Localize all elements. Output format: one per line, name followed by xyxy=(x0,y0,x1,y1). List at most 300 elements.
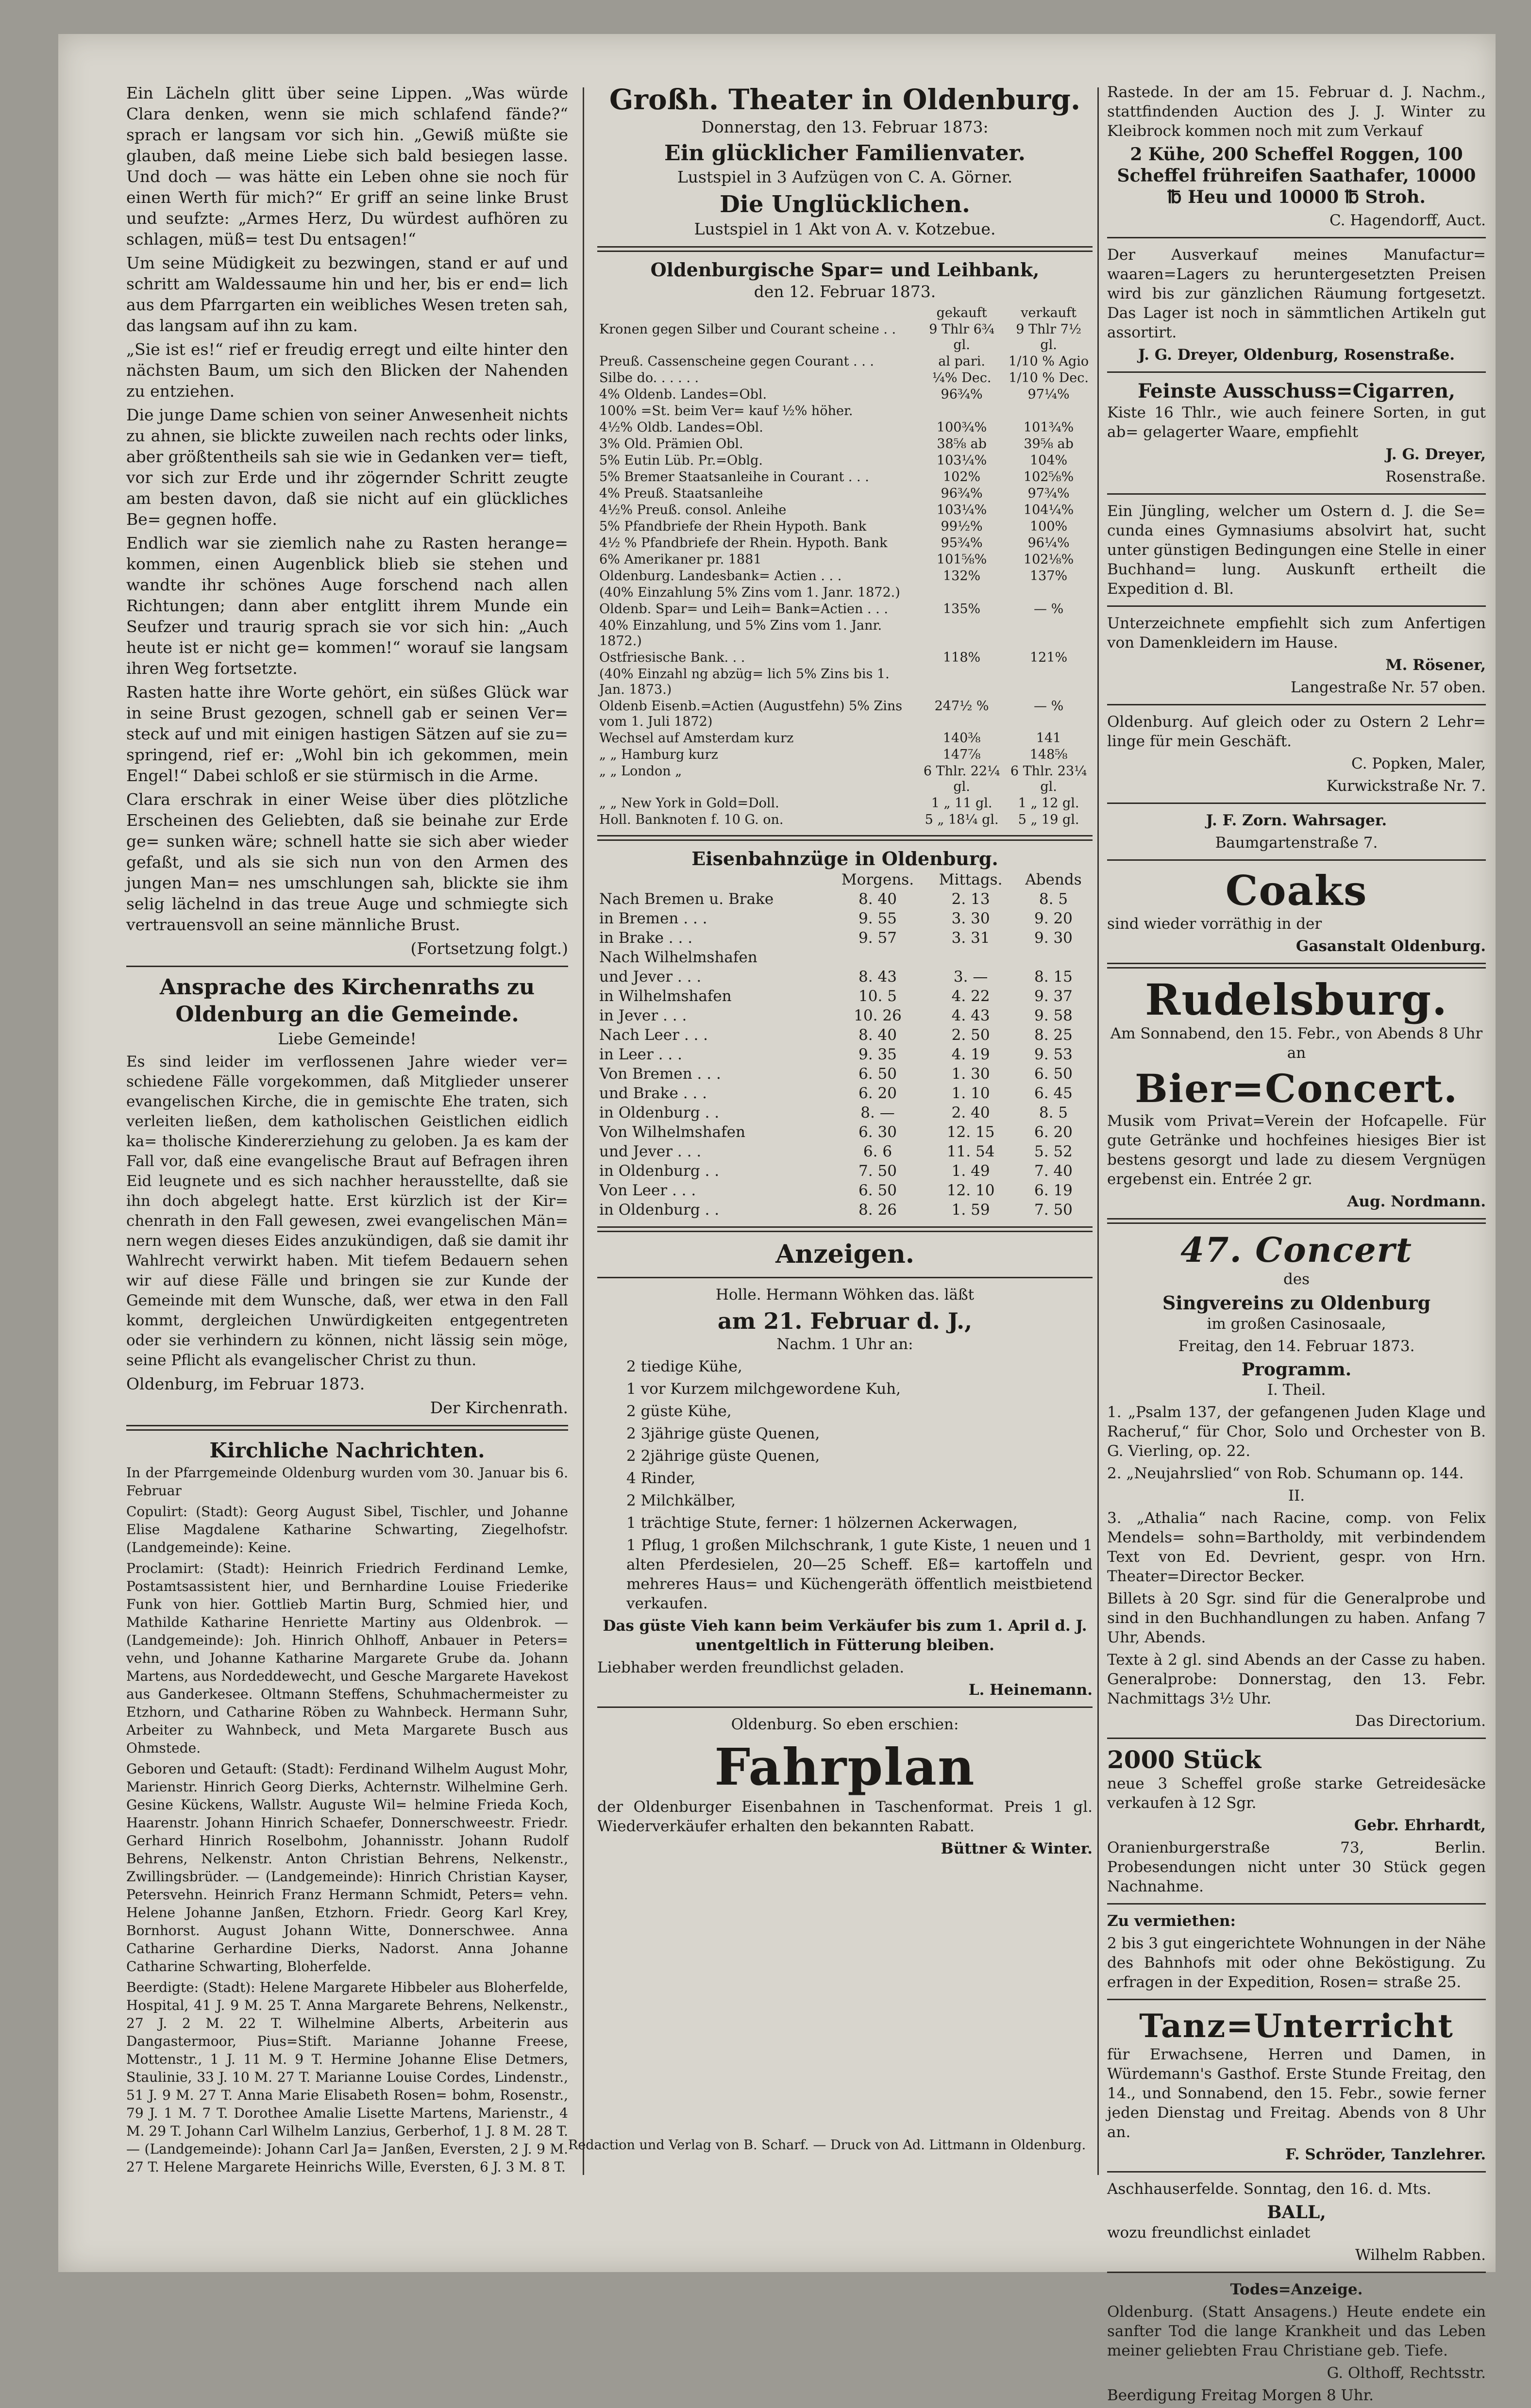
tanz-ad xyxy=(1107,2007,1486,2164)
rail-time: 7. 50 xyxy=(1034,1201,1073,1219)
rail-station: in Brake . . . xyxy=(599,929,693,947)
rail-time: 3. 31 xyxy=(951,929,990,947)
bank-cell-value: al pari. xyxy=(938,354,986,369)
bank-cell-label: 4½% Oldb. Landes=Obl. xyxy=(599,420,763,435)
bank-row xyxy=(597,698,1093,730)
bank-cell-label: 5% Pfandbriefe der Rhein Hypoth. Bank xyxy=(599,519,867,534)
bank-row xyxy=(597,650,1093,666)
concert-title: 47. Concert xyxy=(1180,1230,1413,1270)
bank-cell-value: 135% xyxy=(943,602,981,617)
rail-time: 1. 59 xyxy=(951,1201,990,1219)
rail-time: 8. 40 xyxy=(858,890,897,908)
rail-station: und Brake . . . xyxy=(599,1085,707,1102)
tanz-text: für Erwachsene, Herren und Damen, in Würdemann's Gasthof. Erste Stunde Freitag, den 14., und Sonnabend, den 15. Febr., sowie ferner jeden Dienstag und Freitag. Abends von 8 Uhr an. xyxy=(1107,2046,1486,2141)
theatre-play-2: Die Unglücklichen. xyxy=(720,191,970,218)
theatre-title: Großh. Theater in Oldenburg. xyxy=(609,83,1081,116)
rail-time: 10. 26 xyxy=(854,1007,902,1024)
bank-cell-value: 39⅝ ab xyxy=(1024,436,1074,452)
auction-ad xyxy=(597,1285,1093,1700)
fahrplan-ad xyxy=(597,1715,1093,1858)
church-entry: Proclamirt: (Stadt): Heinrich Friedrich Ferdinand Lemke, Postamtsassistent hier, und Bernhardine Louise Friederike Funk von hier. Gottlieb Martin Burg, Schmied hier, und Mathilde Katharine Henriette Martiny aus Oldenbrok. — (Landgemeinde): Joh. Hinrich Ohlhoff, Anbauer in Peters= vehn, und Johanne Katharine Margarete Grube da. Johann Martens, aus Nordeddewecht, und Gesche Margarete Havekost aus Ganderkesee. Oltmann Steffens, Schuhmachermeister zu Etzhorn, und Catharine Röben zu Wahnbeck. Hermann Suhr, Arbeiter zu Wahnbeck, und Meta Margarete Busch aus Ohmstede. xyxy=(126,1560,568,1756)
rail-time: 3. — xyxy=(953,968,988,986)
rail-time: 4. 19 xyxy=(951,1046,990,1063)
bank-row xyxy=(597,585,1093,601)
divider xyxy=(1107,963,1486,969)
cigarren-ad xyxy=(1107,380,1486,486)
rail-time xyxy=(1014,948,1093,967)
column-2 xyxy=(597,83,1093,1861)
rail-station: Nach Wilhelmshafen xyxy=(599,949,757,966)
cigarren-text: Kiste 16 Thlr., wie auch feinere Sorten, in gut ab= gelagerter Waare, empfiehlt xyxy=(1107,404,1486,441)
rail-station: in Oldenburg . . xyxy=(599,1201,720,1219)
bank-cell-value: 101⅝% xyxy=(936,552,987,567)
bank-cell-value: 102⅛% xyxy=(1023,552,1074,567)
bank-cell-label: (40% Einzahlung 5% Zins vom 1. Janr. 1872.) xyxy=(599,585,900,600)
auction-note: Liebhaber werden freundlichst geladen. xyxy=(597,1659,905,1676)
rail-station: Nach Bremen u. Brake xyxy=(599,890,774,908)
rail-time: 6. 20 xyxy=(1034,1123,1073,1141)
bank-cell-label: 100% =St. beim Ver= kauf ½% höher. xyxy=(599,403,853,418)
bank-row xyxy=(597,386,1093,403)
bank-cell-value: — % xyxy=(1033,699,1064,714)
rail-station: in Leer . . . xyxy=(599,1046,682,1063)
bank-cell-value: 100% xyxy=(1030,519,1068,534)
bank-cell-value: 1/10 % Agio xyxy=(1009,354,1089,369)
rastede-bold: 2 Kühe, 200 Scheffel Roggen, 100 Scheffel frühreifen Saathafer, 10000 ℔ Heu und 10000 ℔ Stroh. xyxy=(1117,144,1476,207)
rail-title: Eisenbahnzüge in Oldenburg. xyxy=(691,848,998,870)
bank-row xyxy=(597,518,1093,535)
column-3 xyxy=(1107,83,1486,2408)
concert-date: Freitag, den 14. Februar 1873. xyxy=(1178,1338,1415,1355)
fahrplan-intro: Oldenburg. So eben erschien: xyxy=(731,1716,959,1733)
church-entry: Copulirt: (Stadt): Georg August Sibel, Tischler, und Johanne Elise Magdalene Katharine Schwarting, Ziegelhofstr. (Landgemeinde): Keine. xyxy=(126,1504,568,1555)
story-paragraph: Rasten hatte ihre Worte gehört, ein süßes Glück war in seine Brust gezogen, schnell gab er seinen Ver= steck auf und mit einigen hastigen Sätzen auf sie zu= springend, rief er: „Wohl bin ich gekommen, mein Engel!“ Dabei schloß er sie stürmisch in die Arme. xyxy=(126,683,568,785)
todes-sign: G. Olthoff, Rechtsstr. xyxy=(1327,2364,1486,2382)
rail-time: 5. 52 xyxy=(1034,1143,1073,1160)
concert-textbook: Texte à 2 gl. sind Abends an der Casse zu haben. Generalprobe: Donnerstag, den 13. Febr. Nachmittags 3½ Uhr. xyxy=(1107,1651,1486,1707)
concert-ad xyxy=(1107,1231,1486,1731)
bank-cell-label: Oldenburg. Landesbank= Actien . . . xyxy=(599,569,842,584)
rail-row xyxy=(597,909,1093,928)
juengling-text: Ein Jüngling, welcher um Ostern d. J. die Se= cunda eines Gymnasiums absolvirt hat, sucht unter günstigen Bedingungen eine Stelle in einer Buchhand= lung. Auskunft ertheilt die Expedition d. Bl. xyxy=(1107,502,1486,598)
bier-text: Musik vom Privat=Verein der Hofcapelle. Für gute Getränke und hochfeines hiesiges Bier ist bestens gesorgt und lade zu diesem Vergnügen ergebenst ein. Entrée 2 gr. xyxy=(1107,1112,1486,1188)
rail-timetable xyxy=(597,870,1093,1220)
rudelsburg-date: Am Sonnabend, den 15. Febr., von Abends 8 Uhr an xyxy=(1110,1025,1483,1062)
bank-cell-value: 103¼% xyxy=(936,502,987,518)
popken-addr: Kurwickstraße Nr. 7. xyxy=(1326,777,1486,795)
bank-cell-value: 137% xyxy=(1030,569,1068,584)
concert-item: 3. „Athalia“ nach Racine, comp. von Felix Mendels= sohn=Bartholdy, mit verbindendem Text von Ed. Devrient, gespr. von Hrn. Theater=Director Becker. xyxy=(1107,1509,1486,1585)
divider xyxy=(597,1277,1093,1278)
rail-time: 9. 37 xyxy=(1034,987,1073,1005)
bank-cell-value: 9 Thlr 7½ gl. xyxy=(1016,322,1081,352)
auction-time: Nachm. 1 Uhr an: xyxy=(776,1336,913,1353)
divider xyxy=(1107,704,1486,705)
bier-title: Bier=Concert. xyxy=(1135,1066,1458,1111)
rail-time: 6. 6 xyxy=(863,1143,892,1160)
ball-sign: Wilhelm Rabben. xyxy=(1355,2246,1486,2264)
bank-cell-value: 100¾% xyxy=(936,420,987,435)
ausverkauf-ad xyxy=(1107,245,1486,365)
bank-cell-value: 38⅝ ab xyxy=(937,436,987,452)
divider xyxy=(1107,371,1486,373)
church-title: Kirchliche Nachrichten. xyxy=(209,1438,485,1462)
bank-cell-value: — % xyxy=(1033,602,1064,617)
auction-bold: Das güste Vieh kann beim Verkäufer bis zum 1. April d. J. unentgeltlich in Fütterung bleiben. xyxy=(603,1617,1087,1654)
divider xyxy=(126,966,568,967)
rail-time: 9. 53 xyxy=(1034,1046,1073,1063)
bank-cell-value: 247½ % xyxy=(934,699,989,714)
bank-row xyxy=(597,485,1093,502)
rail-time: 6. 50 xyxy=(1034,1065,1073,1083)
bank-cell-value: 147⅞ xyxy=(942,747,981,762)
auction-item: 1 trächtige Stute, ferner: 1 hölzernen Ackerwagen, xyxy=(626,1514,1018,1532)
rail-time: 4. 22 xyxy=(951,987,990,1005)
ausverkauf-sign: J. G. Dreyer, Oldenburg, Rosenstraße. xyxy=(1138,346,1455,364)
rail-row xyxy=(597,948,1093,967)
rastede-sign: C. Hagendorff, Auct. xyxy=(1329,212,1486,229)
rail-time: 8. 26 xyxy=(858,1201,897,1219)
rail-row xyxy=(597,1142,1093,1161)
bank-cell-label: Kronen gegen Silber und Courant scheine . . xyxy=(599,322,896,337)
divider xyxy=(1107,1218,1486,1224)
todes-ad xyxy=(1107,2280,1486,2405)
bank-date: den 12. Februar 1873. xyxy=(754,282,936,301)
bank-cell-label: (40% Einzahl ng abzüg= lich 5% Zins bis 1. Jan. 1873.) xyxy=(599,667,890,697)
rail-head-cell: Abends xyxy=(1025,871,1082,888)
rail-row xyxy=(597,1200,1093,1220)
auction-item: 2 3jährige güste Quenen, xyxy=(626,1425,820,1442)
rail-time: 8. — xyxy=(860,1104,895,1121)
fahrplan-text: der Oldenburger Eisenbahnen in Taschenformat. Preis 1 gl. Wiederverkäufer erhalten den bekannten Rabatt. xyxy=(597,1798,1093,1835)
bank-cell-value xyxy=(1005,585,1093,601)
bank-cell-label: 5% Bremer Staatsanleihe in Courant . . . xyxy=(599,469,869,485)
concert-des: des xyxy=(1283,1271,1310,1288)
bank-cell-value: 97¾% xyxy=(1027,486,1070,501)
rail-time: 1. 30 xyxy=(951,1065,990,1083)
bank-cell-label: 4% Oldenb. Landes=Obl. xyxy=(599,387,767,402)
ads-title: Anzeigen. xyxy=(775,1239,914,1269)
concert-sign: Das Directorium. xyxy=(1355,1712,1486,1730)
rail-time: 9. 35 xyxy=(858,1046,897,1063)
bank-row xyxy=(597,730,1093,747)
popken-sign: C. Popken, Maler, xyxy=(1351,755,1486,772)
rail-time: 11. 54 xyxy=(946,1143,995,1160)
rail-time: 6. 30 xyxy=(858,1123,897,1141)
bank-row xyxy=(597,403,1093,419)
rail-station: in Oldenburg . . xyxy=(599,1162,720,1180)
coaks-ad xyxy=(1107,868,1486,956)
bank-cell-value: 9 Thlr 6¾ gl. xyxy=(929,322,994,352)
ausverkauf-text: Der Ausverkauf meines Manufactur= waaren=Lagers zu heruntergesetzten Preisen wird bis zur gänzlichen Räumung fortgesetzt. Das Lager ist noch in sämmtlichen Artikeln gut assortirt. xyxy=(1107,246,1486,341)
bank-cell-label: Preuß. Cassenscheine gegen Courant . . . xyxy=(599,354,874,369)
divider xyxy=(597,1226,1093,1232)
divider xyxy=(1107,2171,1486,2173)
bank-cell-value xyxy=(919,666,1005,698)
bank-cell-label: Holl. Banknoten f. 10 G. on. xyxy=(599,812,784,827)
auction-item: 2 güste Kühe, xyxy=(626,1403,732,1420)
ball-title: BALL, xyxy=(1267,2202,1326,2223)
rail-time: 1. 10 xyxy=(951,1085,990,1102)
rail-station: Von Wilhelmshafen xyxy=(599,1123,745,1141)
story-paragraph: Endlich war sie ziemlich nahe zu Rasten herange= kommen, einen Augenblick blieb sie stehen und wandte ihr schönes Auge forschend nach allen Richtungen; dann aber entglitt ihrem Munde ein Seufzer und traurig sprach sie vor sich hin: „Auch heute ist er nicht ge= kommen!“ worauf sie langsam ihren Weg fortsetzte. xyxy=(126,534,568,678)
todes-burial: Beerdigung Freitag Morgen 8 Uhr. xyxy=(1107,2387,1374,2404)
rail-time: 8. 15 xyxy=(1034,968,1073,986)
concert-item: 1. „Psalm 137, der gefangenen Juden Klage und Racheruf,“ für Chor, Solo und Orchester von B. G. Vierling, op. 22. xyxy=(1107,1404,1486,1460)
address-salutation: Liebe Gemeinde! xyxy=(278,1029,417,1048)
auction-item: 2 Milchkälber, xyxy=(626,1492,736,1509)
bank-cell-value: 95¾% xyxy=(941,535,983,551)
story-paragraph: Die junge Dame schien von seiner Anwesenheit nichts zu ahnen, sie blickte zuweilen nach rechts oder links, aber größtentheils sah sie wie in Gedanken ver= tieft, vor sich zur Erde und ihr zögernder Schritt zeugte am besten davon, daß sie nicht auf ein glückliches Be= gegnen hoffe. xyxy=(126,405,568,529)
roesener-sign: M. Rösener, xyxy=(1385,656,1486,674)
newspaper-page xyxy=(58,34,1496,2404)
address-place: Oldenburg, im Februar 1873. xyxy=(126,1374,365,1393)
bank-cell-value: 102% xyxy=(943,469,981,485)
bank-cell-label: Silbe do. . . . . . xyxy=(599,370,699,385)
bank-cell-label: 4½ % Pfandbriefe der Rhein. Hypoth. Bank xyxy=(599,535,888,551)
auction-date: am 21. Februar d. J., xyxy=(717,1308,973,1334)
address-body: Es sind leider im verflossenen Jahre wieder ver= schiedene Fälle vorgekommen, daß Mitglieder unserer evangelischen Kirche, die in gemischte Ehe traten, sich verleiten ließen, dem katholischen Geistlichen eidlich ka= tholische Kindererziehung zu geloben. Ja es kam der Fall vor, daß eine evangelische Braut auf Befragen ihren Eid leugnete und es sich nachher herausstellte, daß sie ihn doch abgelegt hatte. Erst kürzlich ist der Kir= chenrath in den Fall gewesen, zwei evangelischen Män= nern wegen dieses Eides anzukündigen, daß sie damit ihr Wahlrecht verwirkt haben. Mit tiefem Bedauern sehen wir auf diese Fälle und bringen sie zur Kunde der Gemeinde mit dem Wunsche, daß, wer etwa in den Fall kommt, dergleichen Unwürdigkeiten entgegentreten oder sie verhindern zu können, nicht lässig sein möge, seine Pflicht als evangelischer Christ zu thun. xyxy=(126,1053,568,1369)
divider xyxy=(1107,859,1486,861)
bank-cell-label: Oldenb. Spar= und Leih= Bank=Actien . . . xyxy=(599,602,888,617)
rudelsburg-title: Rudelsburg. xyxy=(1145,974,1448,1025)
fahrplan-title: Fahrplan xyxy=(714,1737,976,1797)
divider xyxy=(597,246,1093,252)
rail-time: 8. 25 xyxy=(1034,1026,1073,1044)
bank-row xyxy=(597,502,1093,518)
roesener-text: Unterzeichnete empfiehlt sich zum Anfertigen von Damenkleidern im Hause. xyxy=(1107,615,1486,652)
auction-item: 2 tiedige Kühe, xyxy=(626,1358,742,1375)
divider xyxy=(597,835,1093,841)
concert-item: 2. „Neujahrslied“ von Rob. Schumann op. 144. xyxy=(1107,1465,1464,1482)
stueck-sign: Gebr. Ehrhardt, xyxy=(1354,1817,1486,1834)
todes-text: Oldenburg. (Statt Ansagens.) Heute endete ein sanfter Tod die lange Krankheit und das Leben meiner geliebten Frau Christiane geb. Tiefe. xyxy=(1107,2303,1486,2359)
rail-station: in Wilhelmshafen xyxy=(599,987,732,1005)
rail-time: 9. 58 xyxy=(1034,1007,1073,1024)
auction-item: 2 2jährige güste Quenen, xyxy=(626,1447,820,1465)
story-paragraph: „Sie ist es!“ rief er freudig erregt und eilte hinter den nächsten Baum, um sich den Blicken der Nahenden zu entziehen. xyxy=(126,340,568,401)
bank-cell-value xyxy=(919,585,1005,601)
bank-cell-value: 104% xyxy=(1030,453,1068,468)
rail-row xyxy=(597,1064,1093,1084)
rail-row xyxy=(597,967,1093,987)
serial-story xyxy=(126,83,568,935)
rail-time: 10. 5 xyxy=(858,987,897,1005)
rail-time: 6. 45 xyxy=(1034,1085,1073,1102)
ball-ad xyxy=(1107,2179,1486,2265)
bank-cell-label: „ „ London „ xyxy=(599,764,682,779)
rail-row xyxy=(597,1181,1093,1200)
church-entry: Geboren und Getauft: (Stadt): Ferdinand Wilhelm August Mohr, Marienstr. Hinrich Georg Dierks, Achternstr. Wilhelmine Gerh. Gesine Kückens, Wallstr. Auguste Wil= helmine Frieda Koch, Haarenstr. Johann Hinrich Schaefer, Donnerschweestr. Friedr. Gerhard Hinrich Roselbohm, Johannisstr. Johann Rudolf Behrens, Nelkenstr. Anton Christian Behrens, Nelkenstr., Zwillingsbrüder. — (Landgemeinde): Hinrich Christian Kayser, Petersvehn. Heinrich Franz Hermann Schmidt, Peters= vehn. Helene Johanne Janßen, Etzhorn. Friedr. Georg Karl Krey, Bornhorst. August Johann Witte, Donnerschwee. Anna Catharine Gerhardine Dierks, Nadorst. Anna Johanne Catharine Schwarting, Bloherfelde. xyxy=(126,1761,568,1974)
rail-row xyxy=(597,1045,1093,1064)
bank-cell-value: 5 „ 18¼ gl. xyxy=(925,812,999,827)
story-paragraph: Um seine Müdigkeit zu bezwingen, stand er auf und schritt am Waldessaume hin und her, bis er end= lich aus dem Pfarrgarten ein weibliches Wesen treten sah, das langsam auf ihn zu kam. xyxy=(126,253,568,335)
rail-station: in Jever . . . xyxy=(599,1007,687,1024)
rail-time: 2. 50 xyxy=(951,1026,990,1044)
auction-sign: L. Heinemann. xyxy=(968,1681,1093,1699)
bank-cell-label: 40% Einzahlung, und 5% Zins vom 1. Janr. 1872.) xyxy=(599,618,882,649)
popken-text: Oldenburg. Auf gleich oder zu Ostern 2 Lehr= linge für mein Geschäft. xyxy=(1107,713,1486,750)
rail-station: Von Bremen . . . xyxy=(599,1065,721,1083)
bank-cell-value: ¼% Dec. xyxy=(932,370,992,385)
theatre-play-1: Ein glücklicher Familienvater. xyxy=(664,141,1026,166)
bank-cell-value xyxy=(919,403,1005,419)
auction-intro: Holle. Hermann Wöhken das. läßt xyxy=(715,1286,975,1304)
bank-cell-label: Ostfriesische Bank. . . xyxy=(599,650,745,665)
concert-part-1: I. Theil. xyxy=(1267,1381,1326,1399)
bank-cell-value: 104¼% xyxy=(1023,502,1074,518)
column-rule xyxy=(583,87,584,2175)
ball-intro: Aschhauserfelde. Sonntag, den 16. d. Mts. xyxy=(1107,2180,1431,2198)
rail-station: in Bremen . . . xyxy=(599,910,707,927)
bank-cell-value: 6 Thlr. 22¼ gl. xyxy=(923,764,1000,794)
rail-time: 2. 13 xyxy=(951,890,990,908)
rail-time: 9. 55 xyxy=(858,910,897,927)
theatre-date: Donnerstag, den 13. Februar 1873: xyxy=(701,117,989,136)
bank-cell-value: 1 „ 12 gl. xyxy=(1018,796,1079,811)
bier-sign: Aug. Nordmann. xyxy=(1347,1193,1486,1210)
juengling-ad xyxy=(1107,502,1486,599)
cigarren-sign-2: Rosenstraße. xyxy=(1385,468,1486,485)
bank-cell-value: 5 „ 19 gl. xyxy=(1018,812,1079,827)
rail-time: 9. 20 xyxy=(1034,910,1073,927)
bank-cell-value: 121% xyxy=(1030,650,1068,665)
rail-time: 6. 19 xyxy=(1034,1182,1073,1199)
rail-row xyxy=(597,1161,1093,1181)
bank-cell-value xyxy=(919,618,1005,650)
bank-cell-value: 1/10 % Dec. xyxy=(1009,370,1089,385)
bank-row xyxy=(597,812,1093,828)
column-1 xyxy=(126,83,568,2179)
rastede-ad xyxy=(1107,83,1486,230)
bank-cell-label: 6% Amerikaner pr. 1881 xyxy=(599,552,762,567)
rail-station: Von Leer . . . xyxy=(599,1182,696,1199)
rail-time: 6. 50 xyxy=(858,1065,897,1083)
bank-cell-value: 118% xyxy=(943,650,981,665)
bank-cell-value: 99½% xyxy=(941,519,983,534)
coaks-sign: Gasanstalt Oldenburg. xyxy=(1295,937,1486,955)
divider xyxy=(1107,1903,1486,1905)
bank-cell-value: 1 „ 11 gl. xyxy=(931,796,993,811)
rail-station: und Jever . . . xyxy=(599,1143,702,1160)
concert-org: Singvereins zu Oldenburg xyxy=(1162,1292,1431,1314)
bank-cell-value xyxy=(1005,403,1093,419)
rail-time: 8. 5 xyxy=(1039,1104,1068,1121)
concert-part-2: II. xyxy=(1288,1487,1305,1505)
rail-time: 12. 10 xyxy=(946,1182,995,1199)
bank-row xyxy=(597,795,1093,812)
divider xyxy=(1107,2272,1486,2273)
rail-row xyxy=(597,1103,1093,1122)
bank-head-sell: verkauft xyxy=(1021,305,1077,320)
coaks-text: sind wieder vorräthig in der xyxy=(1107,915,1322,933)
bank-cell-label: Wechsel auf Amsterdam kurz xyxy=(599,731,794,746)
rail-time xyxy=(828,948,927,967)
rail-station: Nach Leer . . . xyxy=(599,1026,708,1044)
rudelsburg-ad xyxy=(1107,975,1486,1211)
rail-time: 7. 50 xyxy=(858,1162,897,1180)
bank-cell-label: 4½% Preuß. consol. Anleihe xyxy=(599,502,787,518)
bank-row xyxy=(597,568,1093,585)
bank-row xyxy=(597,419,1093,436)
zorn-text: J. F. Zorn. Wahrsager. xyxy=(1206,812,1387,829)
bank-cell-label: „ „ New York in Gold=Doll. xyxy=(599,796,779,811)
rail-time: 6. 20 xyxy=(858,1085,897,1102)
rail-head-cell: Morgens. xyxy=(841,871,914,888)
rail-time: 8. 40 xyxy=(858,1026,897,1044)
bank-row xyxy=(597,535,1093,552)
theatre-play-1-sub: Lustspiel in 3 Aufzügen von C. A. Görner. xyxy=(677,167,1013,186)
cigarren-sign: J. G. Dreyer, xyxy=(1385,446,1486,463)
todes-title: Todes=Anzeige. xyxy=(1230,2281,1363,2298)
zorn-ad xyxy=(1107,811,1486,853)
bank-row xyxy=(597,763,1093,795)
ball-text: wozu freundlichst einladet xyxy=(1107,2224,1311,2241)
bank-cell-value: 141 xyxy=(1036,731,1061,746)
story-continued: (Fortsetzung folgt.) xyxy=(410,939,568,958)
bank-row xyxy=(597,601,1093,618)
divider xyxy=(126,1425,568,1431)
church-news xyxy=(126,1464,568,2176)
theatre-play-2-sub: Lustspiel in 1 Akt von A. v. Kotzebue. xyxy=(694,219,996,238)
divider xyxy=(597,1706,1093,1708)
bank-rate-table xyxy=(597,305,1093,828)
rail-time: 8. 43 xyxy=(858,968,897,986)
vermiethen-text: 2 bis 3 gut eingerichtete Wohnungen in der Nähe des Bahnhofs mit oder ohne Beköstigung. Zu erfragen in der Expedition, Rosen= straße 25. xyxy=(1107,1935,1486,1991)
bank-row xyxy=(597,370,1093,386)
coaks-title: Coaks xyxy=(1225,867,1368,915)
bank-cell-value: 97¼% xyxy=(1027,387,1070,402)
imprint-footer: Redaction und Verlag von B. Scharf. — Druck von Ad. Littmann in Oldenburg. xyxy=(568,2138,1086,2153)
auction-item: 4 Rinder, xyxy=(626,1470,696,1487)
divider xyxy=(1107,1738,1486,1739)
roesener-ad xyxy=(1107,614,1486,697)
popken-ad xyxy=(1107,712,1486,796)
bank-cell-label: 3% Old. Prämien Obl. xyxy=(599,436,743,452)
concert-tickets: Billets à 20 Sgr. sind für die Generalprobe und sind in den Buchhandlungen zu haben. Anfang 7 Uhr, Abends. xyxy=(1107,1590,1486,1646)
stueck-title: 2000 Stück xyxy=(1107,1745,1262,1774)
bank-row xyxy=(597,469,1093,485)
divider xyxy=(1107,493,1486,495)
vermiethen-title: Zu vermiethen: xyxy=(1107,1912,1236,1930)
rail-time: 4. 43 xyxy=(951,1007,990,1024)
rail-row xyxy=(597,928,1093,948)
fahrplan-sign: Büttner & Winter. xyxy=(941,1840,1093,1857)
tanz-sign: F. Schröder, Tanzlehrer. xyxy=(1285,2146,1486,2163)
divider xyxy=(1107,1999,1486,2000)
zorn-addr: Baumgartenstraße 7. xyxy=(1215,834,1378,852)
bank-cell-label: 4% Preuß. Staatsanleihe xyxy=(599,486,763,501)
bank-cell-label: Oldenb Eisenb.=Actien (Augustfehn) 5% Zins vom 1. Juli 1872) xyxy=(599,699,903,729)
bank-cell-value: 6 Thlr. 23¼ gl. xyxy=(1010,764,1087,794)
bank-row xyxy=(597,666,1093,698)
address-sign: Der Kirchenrath. xyxy=(430,1398,568,1417)
auction-item: 1 vor Kurzem milchgewordene Kuh, xyxy=(626,1380,901,1398)
bank-cell-value xyxy=(1005,618,1093,650)
concert-program: Programm. xyxy=(1241,1359,1352,1380)
bank-row xyxy=(597,747,1093,763)
bank-cell-value: 132% xyxy=(943,569,981,584)
bank-cell-value xyxy=(1005,666,1093,698)
story-paragraph: Ein Lächeln glitt über seine Lippen. „Was würde Clara denken, wenn sie mich schlafend fände?“ sprach er langsam vor sich hin. „Gewiß müßte sie glauben, daß meine Liebe sich bald besiegen lasse. Und doch — was hätte ein Leben ohne sie noch für einen Werth für mich?“ Er griff an seine linke Brust und seufzte: „Armes Herz, Du würdest aufhören zu schlagen, müß= test Du entsagen!“ xyxy=(126,84,568,249)
cigarren-title: Feinste Ausschuss=Cigarren, xyxy=(1137,380,1456,402)
bank-row xyxy=(597,618,1093,650)
bank-cell-value: 103¼% xyxy=(936,453,987,468)
bank-head-buy: gekauft xyxy=(936,305,987,320)
bank-cell-value: 96¾% xyxy=(941,387,983,402)
church-entry: Beerdigte: (Stadt): Helene Margarete Hibbeler aus Bloherfelde, Hospital, 41 J. 9 M. 25 T. Anna Margarete Behrens, Nelkenstr., 27 J. 2 M. 22 T. Wilhelmine Alberts, Arbeiterin aus Dangastermoor, Pius=Stift. Marianne Johanne Freese, Mottenstr., 1 J. 11 M. 9 T. Hermine Johanne Elise Detmers, Staulinie, 33 J. 10 M. 27 T. Marianne Louise Cordes, Lindenstr., 51 J. 9 M. 27 T. Anna Marie Elisabeth Rosen= bohm, Rosenstr., 79 J. 1 M. 7 T. Dorothee Amalie Lisette Martens, Marienstr., 4 M. 29 T. Johann Carl Wilhelm Lanzius, Gerberhof, 1 J. 8 M. 28 T. — (Landgemeinde): Johann Carl Ja= Janßen, Eversten, 2 J. 9 M. 27 T. Helene Margarete Heinrichs Wille, Eversten, 6 J. 3 M. 8 T. xyxy=(126,1979,568,2175)
bank-row xyxy=(597,353,1093,370)
